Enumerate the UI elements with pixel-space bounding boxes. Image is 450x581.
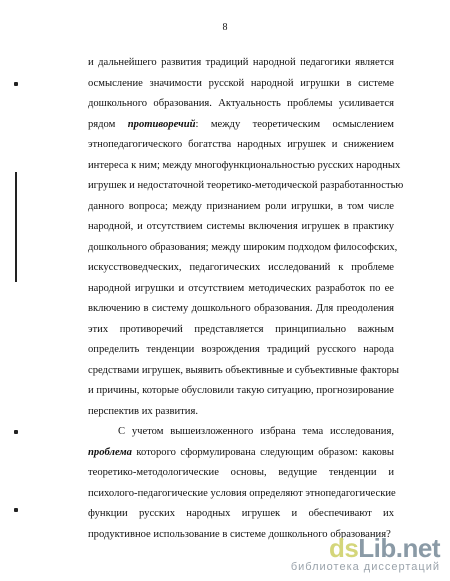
- margin-scan-dot: [14, 508, 18, 512]
- text-line: [88, 320, 394, 341]
- text-line: [88, 197, 394, 218]
- margin-scan-dot: [14, 82, 18, 86]
- text-line: [88, 504, 394, 525]
- text-line: [88, 463, 394, 484]
- watermark-logo-prefix: ds: [328, 533, 359, 563]
- text-run: теоретико-методологические основы, ведущие тенденции и: [88, 467, 394, 478]
- text-line: [88, 53, 394, 74]
- text-run: этнопедагогического богатства народных игрушек и снижением: [88, 139, 394, 150]
- text-run: дошкольного образования; между широким подходом философских,: [88, 241, 398, 253]
- text-line: [88, 279, 394, 300]
- margin-scan-dot: [14, 430, 18, 434]
- watermark-subtitle: библиотека диссертаций: [290, 561, 440, 573]
- watermark-logo: [291, 535, 440, 561]
- text-run: и причины, которые обусловили такую ситуацию, прогнозирование: [88, 385, 394, 396]
- text-line: [88, 217, 394, 238]
- text-line: [88, 299, 394, 320]
- text-line: [88, 484, 394, 505]
- watermark-logo-rest: Lib.net: [358, 533, 440, 563]
- text-line: [88, 94, 394, 115]
- margin-scan-mark: [15, 172, 17, 282]
- text-run: искусствоведческих, педагогических исследований к проблеме: [88, 262, 394, 273]
- text-line: [88, 402, 394, 423]
- text-run: которого сформулирована следующим образом: каковы: [131, 446, 394, 458]
- text-run: средствами игрушек, выявить объективные и субъективные факторы: [88, 364, 400, 376]
- text-run: рядом: [88, 118, 128, 130]
- text-line: [88, 176, 404, 197]
- text-run: : между теоретическим осмыслением: [195, 118, 394, 130]
- text-run: продуктивное использование в системе дошкольного образования?: [88, 528, 391, 540]
- text-run: определить тенденции возрождения традиций русского народа: [88, 344, 394, 355]
- text-line: [88, 340, 394, 361]
- text-run: данного вопроса; между признанием роли игрушки, в том числе: [88, 200, 394, 212]
- text-line: [88, 361, 400, 382]
- text-line: [88, 258, 394, 279]
- text-line: [88, 135, 394, 156]
- text-line: [88, 115, 394, 136]
- text-line: [88, 443, 394, 464]
- text-run: народной игрушки и отсутствием методических разработок по ее: [88, 282, 394, 294]
- page-number: 8: [222, 22, 228, 33]
- emphasized-term: проблема: [88, 446, 132, 458]
- text-run: перспектив их развития.: [88, 405, 198, 417]
- text-run: включению в систему дошкольного образования. Для преодоления: [88, 303, 394, 314]
- text-run: и дальнейшего развития традиций народной педагогики является: [88, 57, 394, 68]
- text-run: интереса к ним; между многофункциональностью русских народных: [88, 159, 401, 171]
- text-run: психолого-педагогические условия определяют этнопедагогические: [88, 487, 396, 499]
- watermark: [291, 535, 440, 573]
- text-run: осмысление значимости русской народной игрушки в системе: [88, 77, 394, 89]
- text-run: народной, и отсутствием системы включения игрушек в практику: [88, 221, 394, 232]
- text-run: дошкольного образования. Актуальность проблемы усиливается: [88, 98, 394, 109]
- text-line: [88, 156, 401, 177]
- text-run: этих противоречий представляется принципиально важным: [88, 323, 394, 335]
- text-line: [88, 238, 398, 259]
- text-line: [88, 74, 394, 95]
- text-line: [88, 381, 394, 402]
- body-text: [88, 53, 404, 545]
- emphasized-term: противоречий: [127, 118, 196, 130]
- text-run: функции русских народных игрушек и обеспечивают их: [88, 508, 394, 519]
- text-run: игрушек и недостаточной теоретико-методической разработанностью: [88, 180, 404, 191]
- text-line: [88, 422, 394, 443]
- text-run: С учетом вышеизложенного избрана тема исследования,: [118, 426, 394, 437]
